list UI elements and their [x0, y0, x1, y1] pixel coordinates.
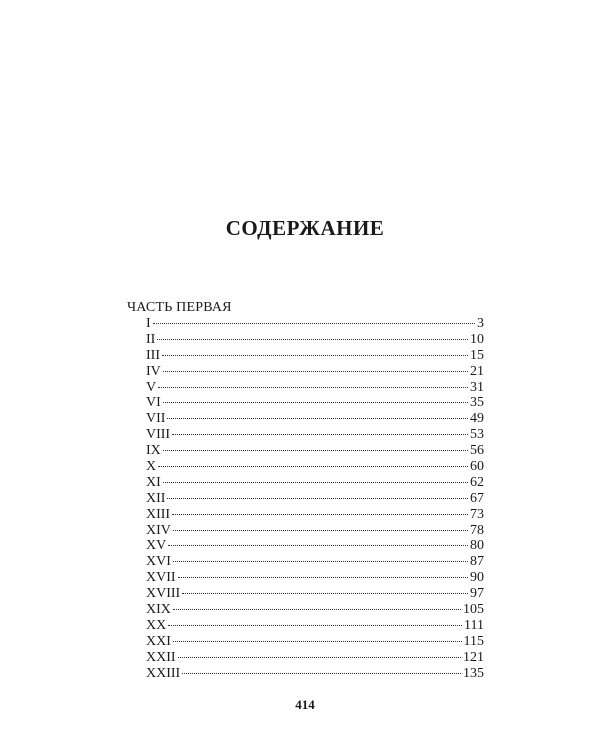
toc-entry-label: IX — [146, 443, 161, 459]
toc-entry-label: XI — [146, 474, 161, 490]
toc-entry-label: X — [146, 459, 157, 475]
toc-entry-page: 90 — [470, 570, 484, 586]
toc-entry — [146, 650, 484, 666]
toc-entry-label: III — [146, 347, 160, 363]
toc-entry — [146, 411, 484, 427]
toc-entry-label: II — [146, 331, 156, 347]
toc-entry — [146, 316, 484, 332]
page-number: 414 — [295, 697, 315, 712]
toc-entry — [146, 332, 484, 348]
toc-entry — [146, 602, 484, 618]
dot-leader — [173, 640, 462, 642]
toc-entry-page: 62 — [470, 474, 484, 490]
dot-leader — [172, 513, 468, 515]
dot-leader — [182, 592, 468, 594]
dot-leader — [157, 338, 468, 340]
toc-entry — [146, 523, 484, 539]
toc-entry-page: 35 — [470, 395, 484, 411]
toc-entry-page: 78 — [470, 522, 484, 538]
toc-entry — [146, 618, 484, 634]
dot-leader — [162, 354, 468, 356]
toc-entry-page: 97 — [470, 586, 484, 602]
dot-leader — [168, 624, 462, 626]
toc-entry-page: 60 — [470, 459, 484, 475]
toc-entry — [146, 491, 484, 507]
toc-entry-label: XV — [146, 538, 167, 554]
dot-leader — [178, 656, 461, 658]
toc-entry-label: XVI — [146, 554, 171, 570]
toc-entry — [146, 380, 484, 396]
toc-entry-label: VIII — [146, 427, 171, 443]
toc-entry-label: XXIII — [146, 665, 181, 681]
toc-entry-label: XIV — [146, 522, 171, 538]
toc-entry-label: XXII — [146, 649, 176, 665]
dot-leader — [158, 386, 468, 388]
toc-entry — [146, 395, 484, 411]
toc-entry-label: VII — [146, 411, 166, 427]
toc-entry-page: 56 — [470, 443, 484, 459]
toc-entry-page: 67 — [470, 490, 484, 506]
dot-leader — [163, 481, 468, 483]
toc-entry-page: 53 — [470, 427, 484, 443]
dot-leader — [163, 401, 468, 403]
toc-entry-page: 115 — [463, 633, 484, 649]
toc-entry-label: I — [146, 316, 151, 331]
dot-leader — [163, 370, 468, 372]
toc-entry-label: XVII — [146, 570, 176, 586]
toc-entry-label: V — [146, 379, 157, 395]
toc-entry — [146, 570, 484, 586]
toc-entry-label: XIX — [146, 602, 171, 618]
toc-entry-page: 49 — [470, 411, 484, 427]
toc-entry — [146, 634, 484, 650]
dot-leader — [158, 465, 468, 467]
toc-entry-label: XX — [146, 617, 167, 633]
toc-entry-page: 15 — [470, 347, 484, 363]
toc-entry-label: XVIII — [146, 586, 181, 602]
toc-entry-page: 87 — [470, 554, 484, 570]
toc-entry-page: 73 — [470, 506, 484, 522]
toc-entry — [146, 538, 484, 554]
dot-leader — [173, 529, 468, 531]
toc-entry — [146, 443, 484, 459]
toc-entry-page: 121 — [463, 649, 484, 665]
toc-entry-label: XIII — [146, 506, 171, 522]
toc-entry — [146, 586, 484, 602]
toc-entry — [146, 666, 484, 682]
toc-entry-label: XXI — [146, 633, 171, 649]
toc-entry-page: 3 — [477, 316, 484, 331]
toc-entry-page: 10 — [470, 331, 484, 347]
toc-list — [146, 316, 484, 681]
part-heading: ЧАСТЬ ПЕРВАЯ — [127, 300, 232, 315]
toc-entry-page: 111 — [464, 617, 484, 633]
toc-entry — [146, 348, 484, 364]
toc-entry — [146, 364, 484, 380]
dot-leader — [167, 497, 468, 499]
dot-leader — [182, 672, 461, 674]
dot-leader — [173, 560, 468, 562]
toc-entry-page: 31 — [470, 379, 484, 395]
dot-leader — [167, 417, 468, 419]
toc-entry — [146, 459, 484, 475]
dot-leader — [168, 544, 468, 546]
toc-entry — [146, 554, 484, 570]
toc-entry — [146, 507, 484, 523]
toc-entry-page: 135 — [463, 665, 484, 681]
toc-entry-label: IV — [146, 363, 161, 379]
toc-entry-page: 105 — [463, 602, 484, 618]
dot-leader — [153, 322, 475, 324]
toc-entry — [146, 427, 484, 443]
dot-leader — [178, 576, 468, 578]
dot-leader — [172, 433, 468, 435]
page-title: СОДЕРЖАНИЕ — [225, 216, 385, 240]
toc-entry — [146, 475, 484, 491]
dot-leader — [163, 449, 468, 451]
toc-entry-page: 21 — [470, 363, 484, 379]
toc-entry-page: 80 — [470, 538, 484, 554]
toc-entry-label: VI — [146, 395, 161, 411]
dot-leader — [173, 608, 461, 610]
toc-entry-label: XII — [146, 490, 166, 506]
